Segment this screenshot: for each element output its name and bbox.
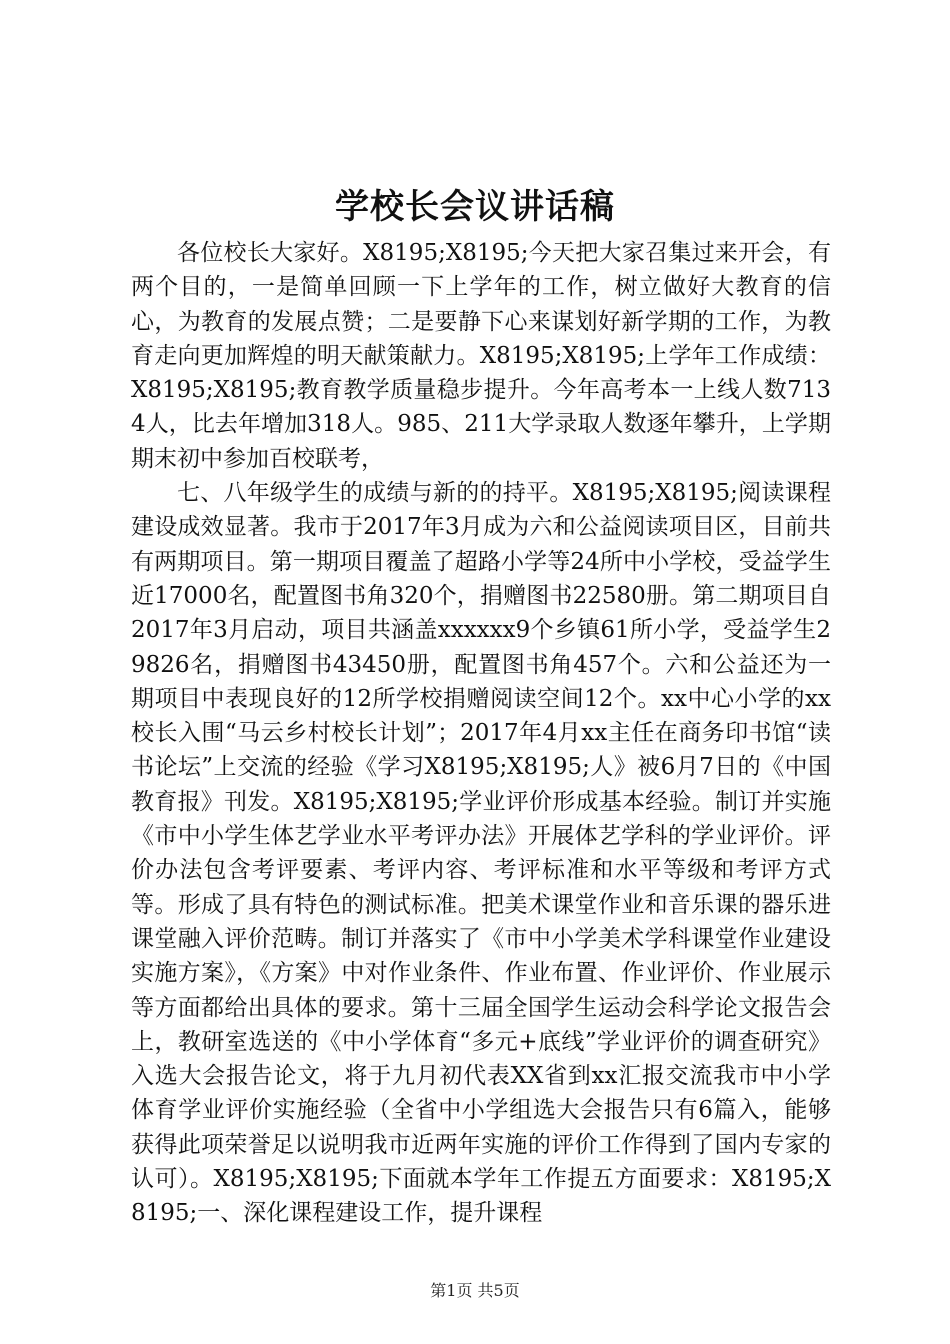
document-body [131,236,831,1231]
page-number-footer: 第1页 共5页 [430,1281,520,1300]
page-title: 学校长会议讲话稿 [335,187,615,227]
paragraph: 七、八年级学生的成绩与新的的持平。X8195;X8195;阅读课程建设成效显著。我市于2017年3月成为六和公益阅读项目区，目前共有两期项目。第一期项目覆盖了超路小学等24所中小学校，受益学生近17000名，配置图书角320个，捐赠图书22580册。第二期项目自2017年3月启动，项目共涵盖xxxxxx9个乡镇61所小学，受益学生29826名，捐赠图书43450册，配置图书角457个。六和公益还为一期项目中表现良好的12所学校捐赠阅读空间12个。xx中心小学的xx校长入围“马云乡村校长计划”；2017年4月xx主任在商务印书馆“读书论坛”上交流的经验《学习X8195;X8195;人》被6月7日的《中国教育报》刊发。X8195;X8195;学业评价形成基本经验。制订并实施《市中小学生体艺学业水平考评办法》开展体艺学科的学业评价。评价办法包含考评要素、考评内容、考评标准和水平等级和考评方式等。形成了具有特色的测试标准。把美术课堂作业和音乐课的器乐进课堂融入评价范畴。制订并落实了《市中小学美术学科课堂作业建设实施方案》，《方案》中对作业条件、作业布置、作业评价、作业展示等方面都给出具体的要求。第十三届全国学生运动会科学论文报告会上，教研室选送的《中小学体育“多元+底线”学业评价的调查研究》入选大会报告论文，将于九月初代表XX省到xx汇报交流我市中小学体育学业评价实施经验（全省中小学组选大会报告只有6篇入，能够获得此项荣誉足以说明我市近两年实施的评价工作得到了国内专家的认可）。X8195;X8195;下面就本学年工作提五方面要求：X8195;X8195;一、深化课程建设工作，提升课程 [131,480,831,1227]
paragraph: 各位校长大家好。X8195;X8195;今天把大家召集过来开会，有两个目的，一是简单回顾一下上学年的工作，树立做好大教育的信心，为教育的发展点赞；二是要静下心来谋划好新学期的工作，为教育走向更加辉煌的明天献策献力。X8195;X8195;上学年工作成绩：X8195;X8195;教育教学质量稳步提升。今年高考本一上线人数7134人，比去年增加318人。985、211大学录取人数逐年攀升，上学期期末初中参加百校联考， [131,240,831,472]
